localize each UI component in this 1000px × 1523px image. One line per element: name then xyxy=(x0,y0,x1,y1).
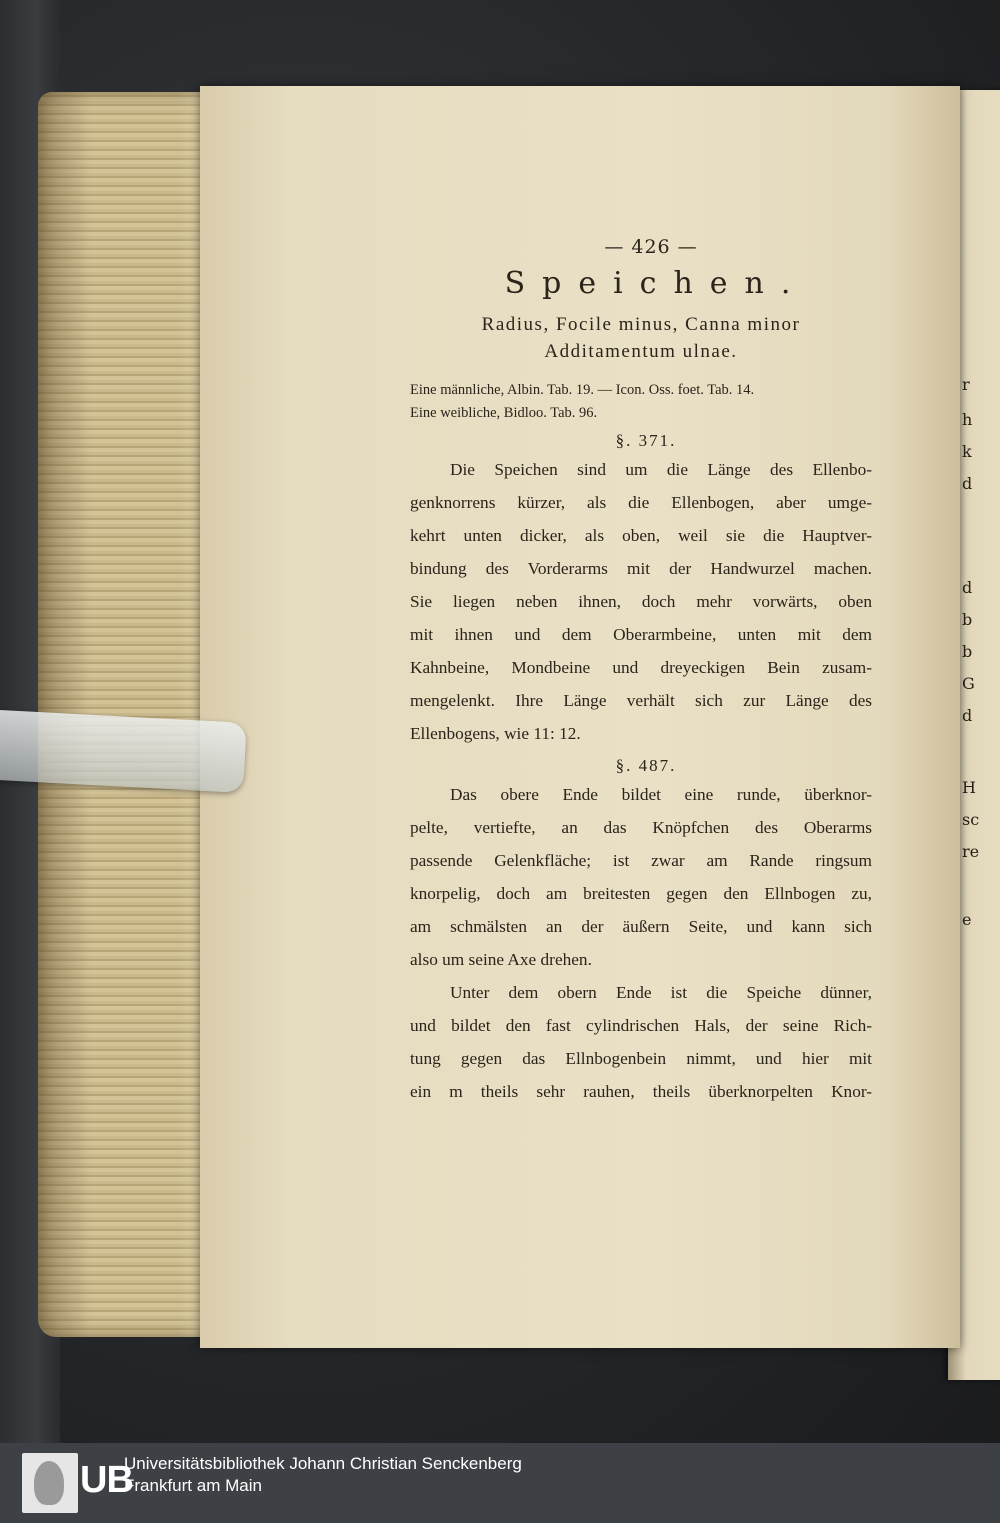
latin-title-line-2: Additamentum ulnae. xyxy=(544,341,738,362)
text-line: tung gegen das Ellnbogenbein nimmt, und hier mit xyxy=(410,1049,872,1068)
text-line: kehrt unten dicker, als oben, weil sie die Hauptver- xyxy=(410,526,872,545)
text-line: Die Speichen sind um die Länge des Ellenbo- xyxy=(450,460,872,479)
institution-line-1: Universitätsbibliothek Johann Christian Senckenberg xyxy=(124,1454,522,1473)
text-line: ein m theils sehr rauhen, theils überknorpelten Knor- xyxy=(410,1082,872,1101)
bookmark-strip xyxy=(0,709,247,793)
text-line: und bildet den fast cylindrischen Hals, der seine Rich- xyxy=(410,1016,872,1035)
text-line: Sie liegen neben ihnen, doch mehr vorwärts, oben xyxy=(410,592,872,611)
facing-page-fragment: re xyxy=(962,842,980,861)
facing-page-fragment: h xyxy=(962,410,973,429)
facing-page-fragment: d xyxy=(962,578,973,597)
facing-page-fragment: d xyxy=(962,706,973,725)
reference-line: Eine weibliche, Bidloo. Tab. 96. xyxy=(410,405,598,421)
text-line: mit ihnen und dem Oberarmbeine, unten mit dem xyxy=(410,625,872,644)
paragraph-3 xyxy=(410,976,872,1108)
facing-page-fragment: b xyxy=(962,610,973,629)
text-line: knorpelig, doch am breitesten gegen den Ellnbogen zu, xyxy=(410,884,872,903)
paragraph-1 xyxy=(410,453,872,750)
text-line: bindung des Vorderarms mit der Handwurzel machen. xyxy=(410,559,872,578)
page-heading: Speichen. xyxy=(504,266,808,301)
facing-page-fragment: e xyxy=(962,910,972,929)
text-line: am schmälsten an der äußern Seite, und kann sich xyxy=(410,917,872,936)
facing-page-fragment: k xyxy=(962,442,972,461)
facing-page-fragment: H xyxy=(962,778,976,797)
text-line: Kahnbeine, Mondbeine und dreyeckigen Bein zusam- xyxy=(410,658,872,677)
facing-page-fragment: d xyxy=(962,474,973,493)
text-line: also um seine Axe drehen. xyxy=(410,950,592,969)
page-number: — 426 — xyxy=(604,236,698,258)
ub-logo[interactable] xyxy=(22,1453,133,1513)
seal-portrait-icon xyxy=(22,1453,78,1513)
institution-name xyxy=(124,1453,522,1497)
references xyxy=(410,379,872,425)
text-line: Unter dem obern Ende ist die Speiche dünner, xyxy=(450,983,872,1002)
text-line: Das obere Ende bildet eine runde, überknor- xyxy=(450,785,872,804)
latin-title-line-1: Radius, Focile minus, Canna minor xyxy=(481,314,801,335)
facing-page-fragment: G xyxy=(962,674,975,693)
text-line: pelte, vertiefte, an das Knöpfchen des Oberarms xyxy=(410,818,872,837)
section-number-371: §. 371. xyxy=(615,431,677,450)
reference-line: Eine männliche, Albin. Tab. 19. — Icon. Oss. foet. Tab. 14. xyxy=(410,382,755,398)
footer-bar xyxy=(0,1443,1000,1523)
institution-line-2: Frankfurt am Main xyxy=(124,1476,262,1495)
text-line: mengelenkt. Ihre Länge verhält sich zur Länge des xyxy=(410,691,872,710)
page-text xyxy=(410,236,872,1108)
facing-page-fragment: r xyxy=(962,375,970,394)
text-line: Ellenbogens, wie 11: 12. xyxy=(410,724,581,743)
text-line: passende Gelenkfläche; ist zwar am Rande ringsum xyxy=(410,851,872,870)
ub-logo-text: UB xyxy=(80,1459,133,1501)
facing-page-fragment: b xyxy=(962,642,973,661)
paragraph-2 xyxy=(410,778,872,976)
section-number-487: §. 487. xyxy=(615,756,677,775)
text-line: genknorrens kürzer, als die Ellenbogen, aber umge- xyxy=(410,493,872,512)
facing-page-fragment: sc xyxy=(962,810,980,829)
